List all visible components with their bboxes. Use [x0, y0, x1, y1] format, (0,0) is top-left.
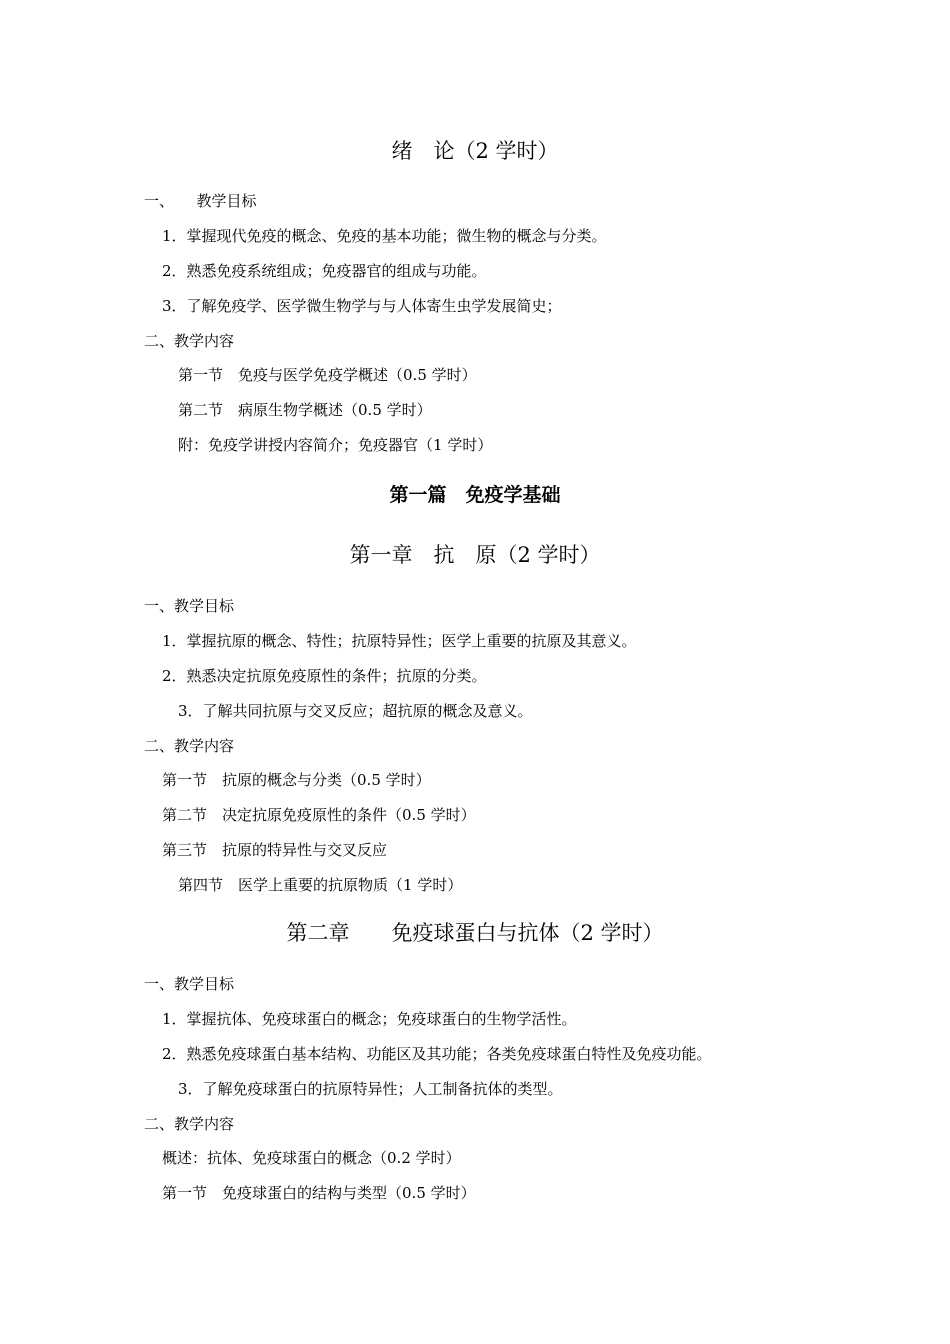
chapter2-title: 第二章 免疫球蛋白与抗体（2 学时）: [286, 921, 664, 945]
chapter1-goal-2: 2．熟悉决定抗原免疫原性的条件；抗原的分类。: [162, 667, 487, 685]
part1-title: 第一篇 免疫学基础: [389, 484, 561, 506]
intro-goal-3: 3．了解免疫学、医学微生物学与与人体寄生虫学发展简史；: [162, 297, 562, 315]
chapter1-title: 第一章 抗 原（2 学时）: [349, 543, 601, 567]
chapter2-goals-heading: 一、教学目标: [144, 975, 235, 993]
chapter2-content-1: 概述：抗体、免疫球蛋白的概念（0.2 学时）: [162, 1149, 461, 1167]
intro-content-1: 第一节 免疫与医学免疫学概述（0.5 学时）: [178, 366, 477, 384]
chapter1-goal-1: 1．掌握抗原的概念、特性；抗原特异性；医学上重要的抗原及其意义。: [162, 632, 637, 650]
chapter2-goal-2: 2．熟悉免疫球蛋白基本结构、功能区及其功能；各类免疫球蛋白特性及免疫功能。: [162, 1045, 712, 1063]
chapter2-content-heading: 二、教学内容: [144, 1115, 235, 1133]
chapter1-content-heading: 二、教学内容: [144, 737, 235, 755]
intro-goal-1: 1．掌握现代免疫的概念、免疫的基本功能；微生物的概念与分类。: [162, 227, 607, 245]
chapter2-goal-3: 3．了解免疫球蛋白的抗原特异性；人工制备抗体的类型。: [178, 1080, 563, 1098]
intro-goals-heading: 一、 教学目标: [144, 192, 257, 210]
chapter1-goal-3: 3．了解共同抗原与交叉反应；超抗原的概念及意义。: [178, 702, 533, 720]
chapter1-content-2: 第二节 决定抗原免疫原性的条件（0.5 学时）: [162, 806, 476, 824]
chapter1-content-3: 第三节 抗原的特异性与交叉反应: [162, 841, 388, 859]
chapter2-content-2: 第一节 免疫球蛋白的结构与类型（0.5 学时）: [162, 1184, 476, 1202]
intro-title: 绪 论（2 学时）: [391, 139, 559, 163]
chapter1-content-1: 第一节 抗原的概念与分类（0.5 学时）: [162, 771, 431, 789]
chapter1-content-4: 第四节 医学上重要的抗原物质（1 学时）: [178, 876, 463, 894]
intro-content-3: 附：免疫学讲授内容简介；免疫器官（1 学时）: [178, 436, 493, 454]
intro-content-2: 第二节 病原生物学概述（0.5 学时）: [178, 401, 432, 419]
intro-content-heading: 二、教学内容: [144, 332, 235, 350]
chapter2-goal-1: 1．掌握抗体、免疫球蛋白的概念；免疫球蛋白的生物学活性。: [162, 1010, 577, 1028]
chapter1-goals-heading: 一、教学目标: [144, 597, 235, 615]
intro-goal-2: 2．熟悉免疫系统组成；免疫器官的组成与功能。: [162, 262, 487, 280]
